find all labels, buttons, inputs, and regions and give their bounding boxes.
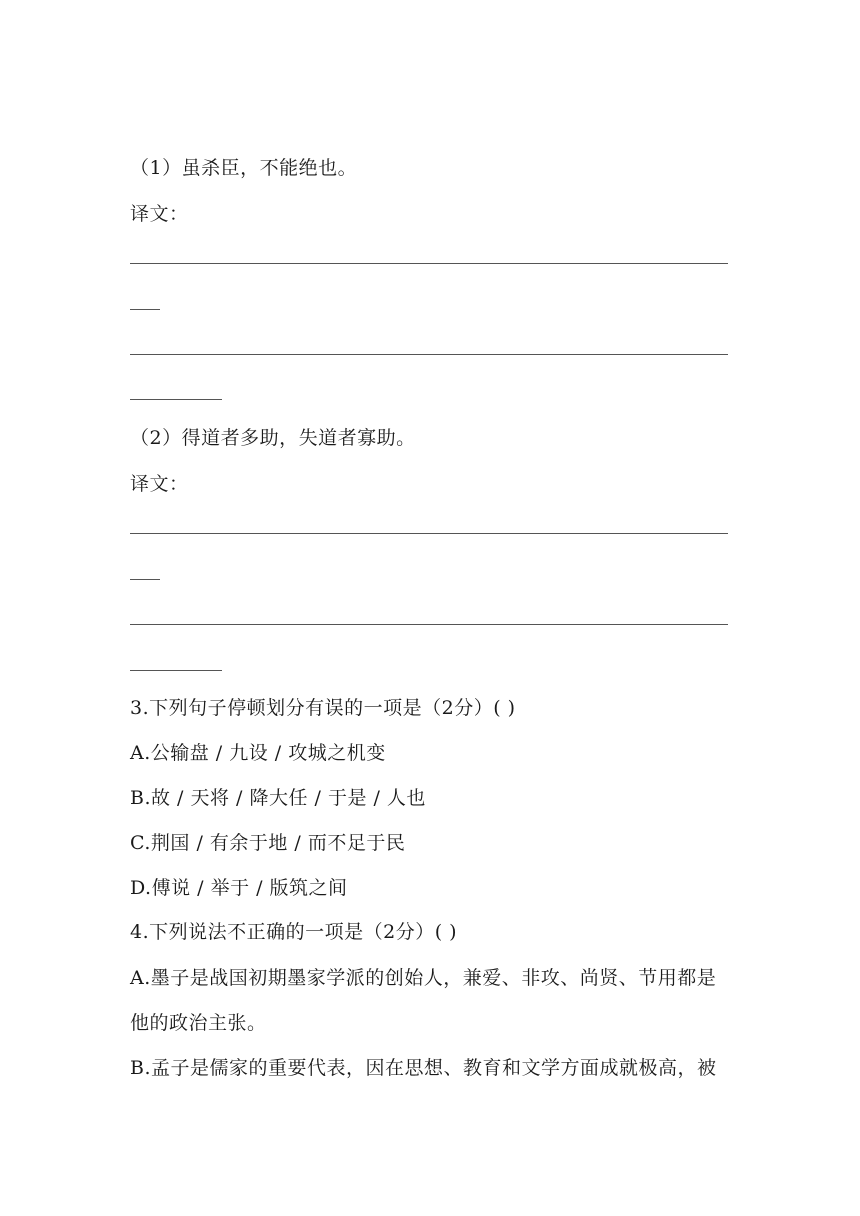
answer-line-2d[interactable]	[130, 670, 222, 671]
answer-line-1a[interactable]	[130, 263, 728, 264]
translation-label-2: 译文：	[130, 473, 189, 495]
answer-line-2c[interactable]	[130, 624, 728, 625]
question-4-option-a-line-2[interactable]: 他的政治主张。	[130, 1012, 267, 1034]
question-3-stem: 3.下列句子停顿划分有误的一项是（2分）( )	[130, 697, 516, 719]
question-3-option-d[interactable]: D.傅说 / 举于 / 版筑之间	[130, 877, 348, 899]
question-4-option-a-line-1[interactable]: A.墨子是战国初期墨家学派的创始人，兼爱、非攻、尚贤、节用都是	[130, 967, 717, 989]
question-4-stem: 4.下列说法不正确的一项是（2分）( )	[130, 921, 458, 943]
question-3-option-a[interactable]: A.公输盘 / 九设 / 攻城之机变	[130, 742, 386, 764]
answer-line-2b[interactable]	[130, 579, 160, 580]
question-3-option-c[interactable]: C.荆国 / 有余于地 / 而不足于民	[130, 832, 406, 854]
question-2-sub-2: （2）得道者多助，失道者寡助。	[130, 427, 416, 449]
question-3-option-b[interactable]: B.故 / 天将 / 降大任 / 于是 / 人也	[130, 787, 426, 809]
question-4-option-b-line-1[interactable]: B.孟子是儒家的重要代表，因在思想、教育和文学方面成就极高，被	[130, 1057, 717, 1079]
answer-line-1b[interactable]	[130, 309, 160, 310]
answer-line-2a[interactable]	[130, 533, 728, 534]
answer-line-1c[interactable]	[130, 354, 728, 355]
translation-label-1: 译文：	[130, 203, 189, 225]
answer-line-1d[interactable]	[130, 399, 222, 400]
question-2-sub-1: （1）虽杀臣，不能绝也。	[130, 157, 358, 179]
